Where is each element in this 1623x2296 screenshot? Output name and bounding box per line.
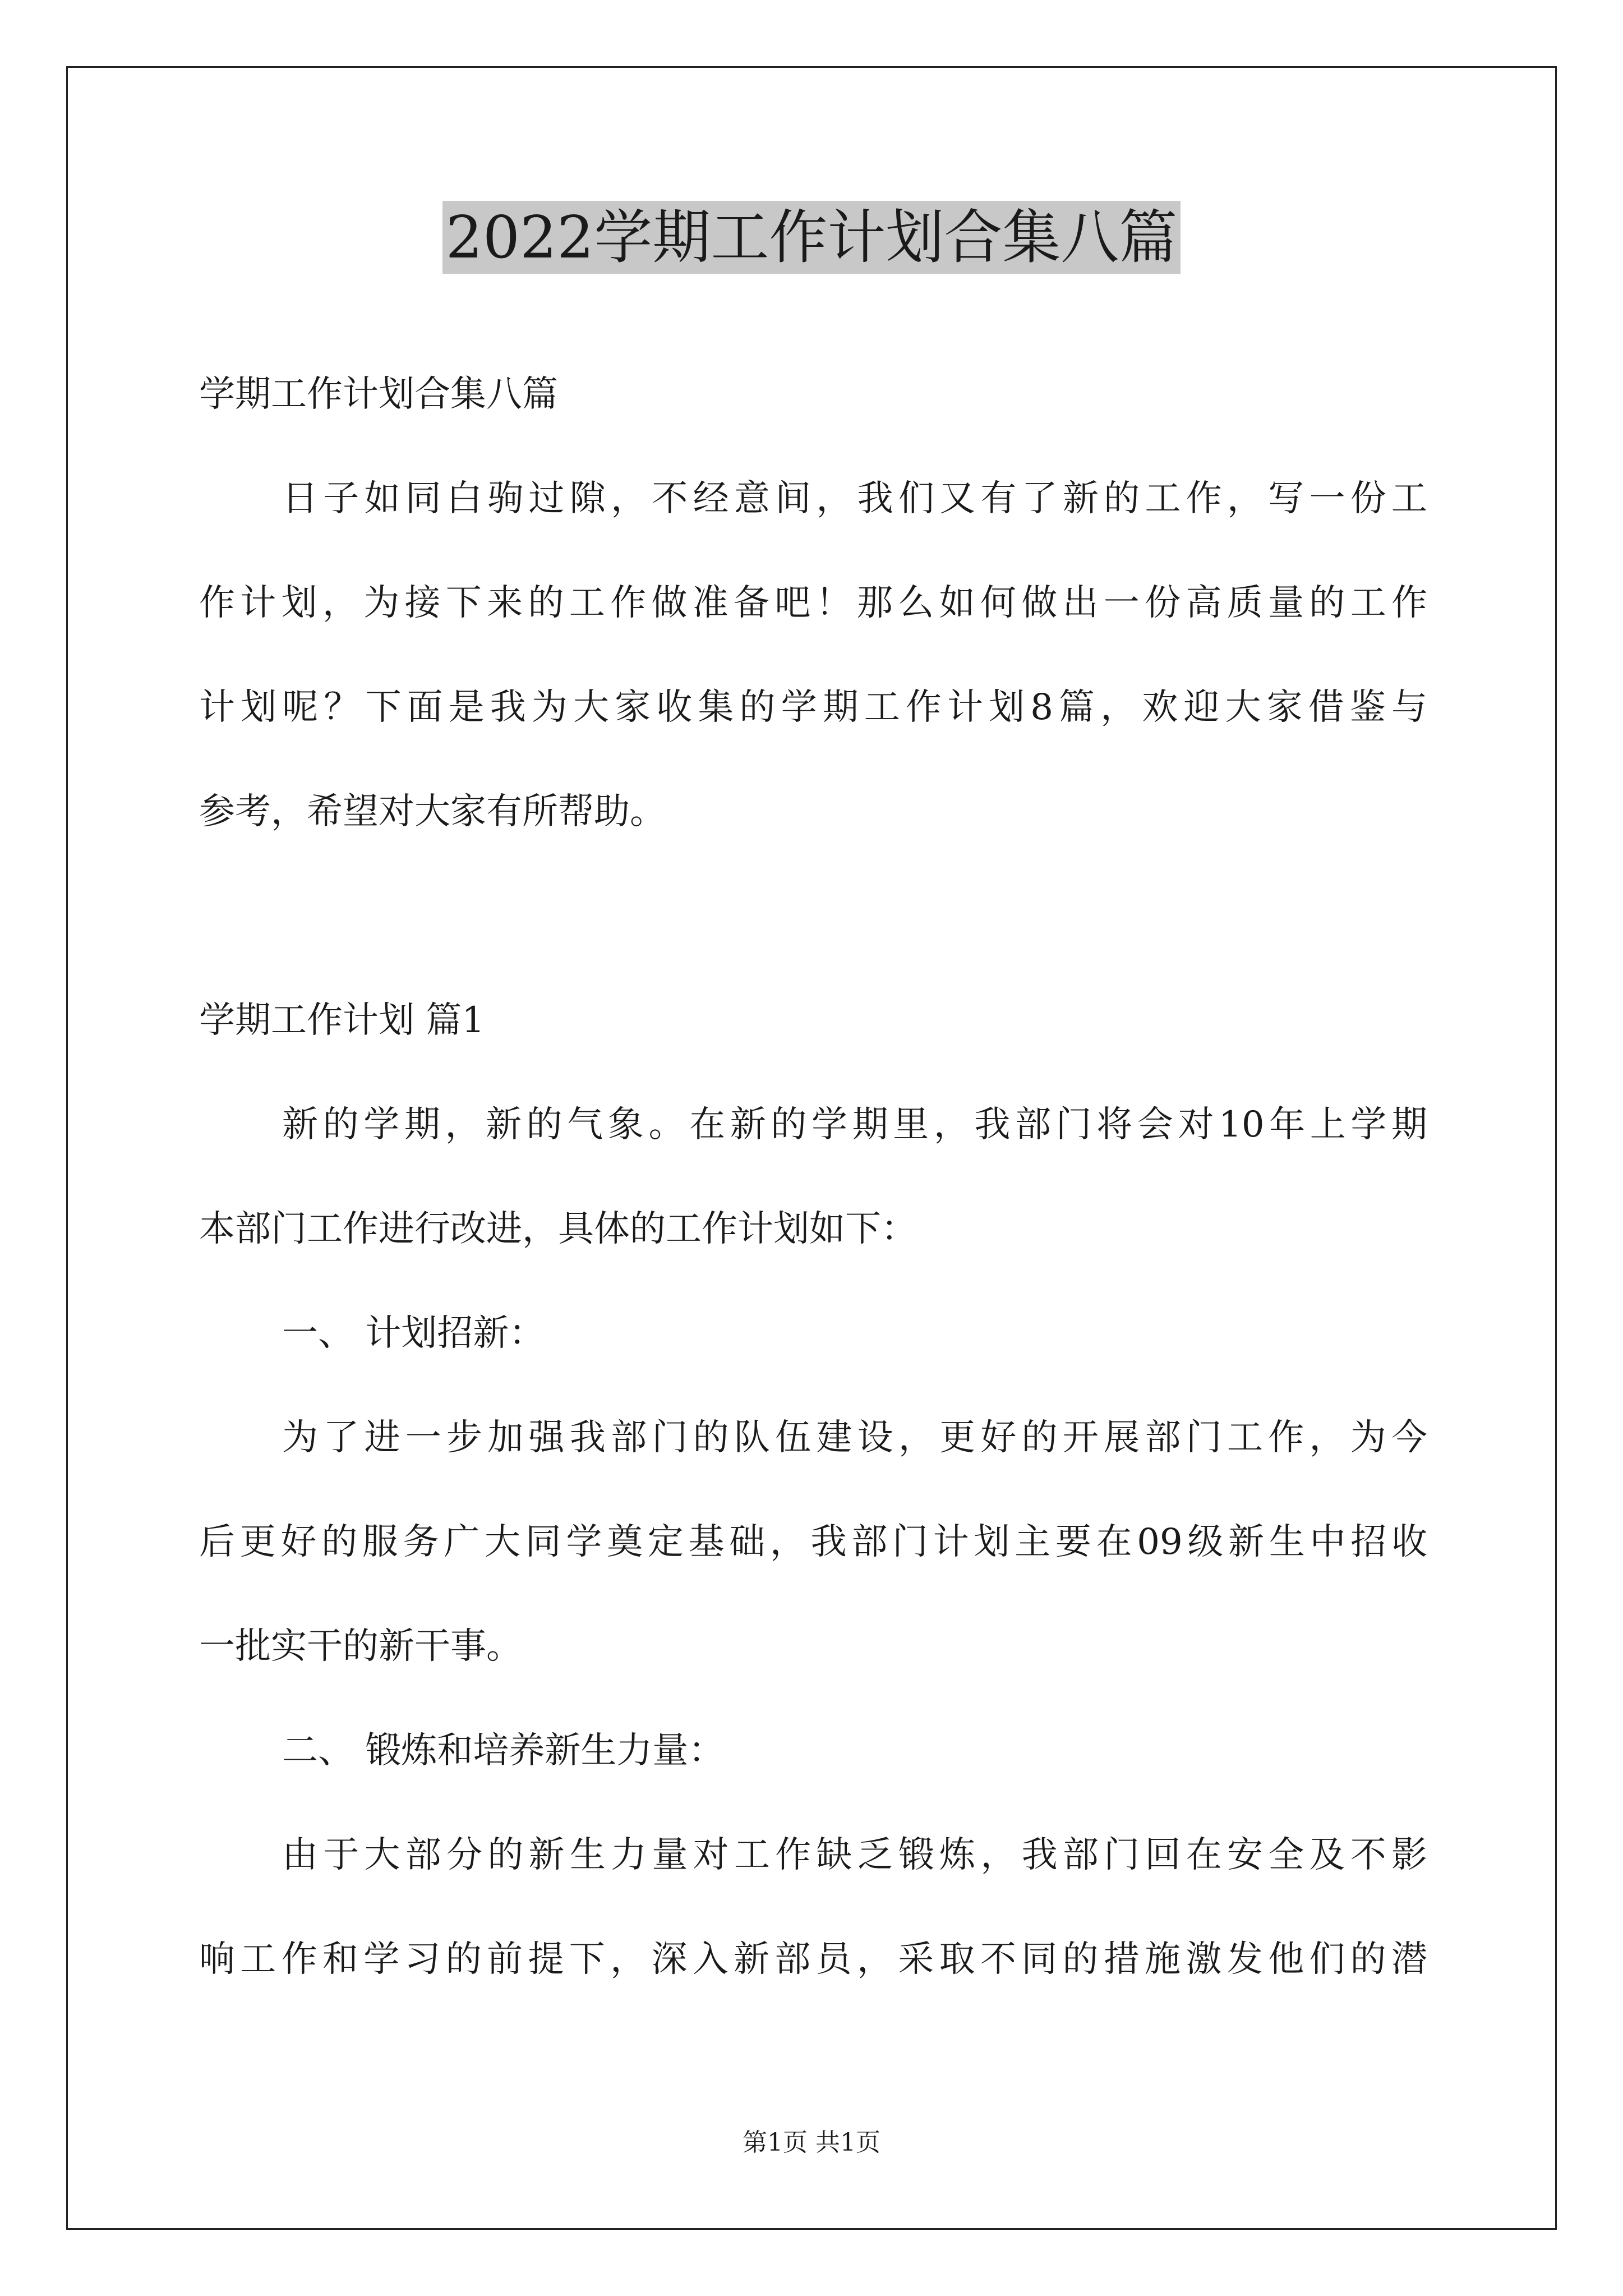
paragraph-line: 由于大部分的新生力量对工作缺乏锻炼，我部门回在安全及不影 [282,1834,1427,1876]
paragraph-line: 新的学期，新的气象。在新的学期里，我部门将会对10年上学期 [282,1104,1427,1145]
paragraph-line: 后更好的服务广大同学奠定基础，我部门计划主要在09级新生中招收 [199,1521,1427,1563]
paragraph-line: 响工作和学习的前提下，深入新部员，采取不同的措施激发他们的潜 [199,1939,1427,1980]
blank-line [199,864,1427,968]
item-heading: 二、 锻炼和培养新生力量： [282,1730,725,1772]
paragraph-line: 作计划，为接下来的工作做准备吧！那么如何做出一份高质量的工作 [199,582,1427,624]
paragraph-line: 日子如同白驹过隙，不经意间，我们又有了新的工作，写一份工 [282,478,1427,519]
document-body [199,342,1427,2012]
paragraph-line: 计划呢？下面是我为大家收集的学期工作计划8篇，欢迎大家借鉴与 [199,687,1427,728]
document-title-text: 2022学期工作计划合集八篇 [442,201,1181,274]
paragraph-line: 为了进一步加强我部门的队伍建设，更好的开展部门工作，为今 [282,1417,1427,1458]
paragraph-line: 本部门工作进行改进，具体的工作计划如下： [199,1208,917,1250]
document-title [0,201,1623,274]
document-subtitle: 学期工作计划合集八篇 [199,374,558,415]
paragraph-line: 参考，希望对大家有所帮助。 [199,791,666,832]
item-heading: 一、 计划招新： [282,1313,545,1354]
paragraph-line: 一批实干的新干事。 [199,1626,522,1667]
section-heading: 学期工作计划 篇1 [199,1000,485,1041]
page-footer: 第1页 共1页 [743,2128,880,2157]
